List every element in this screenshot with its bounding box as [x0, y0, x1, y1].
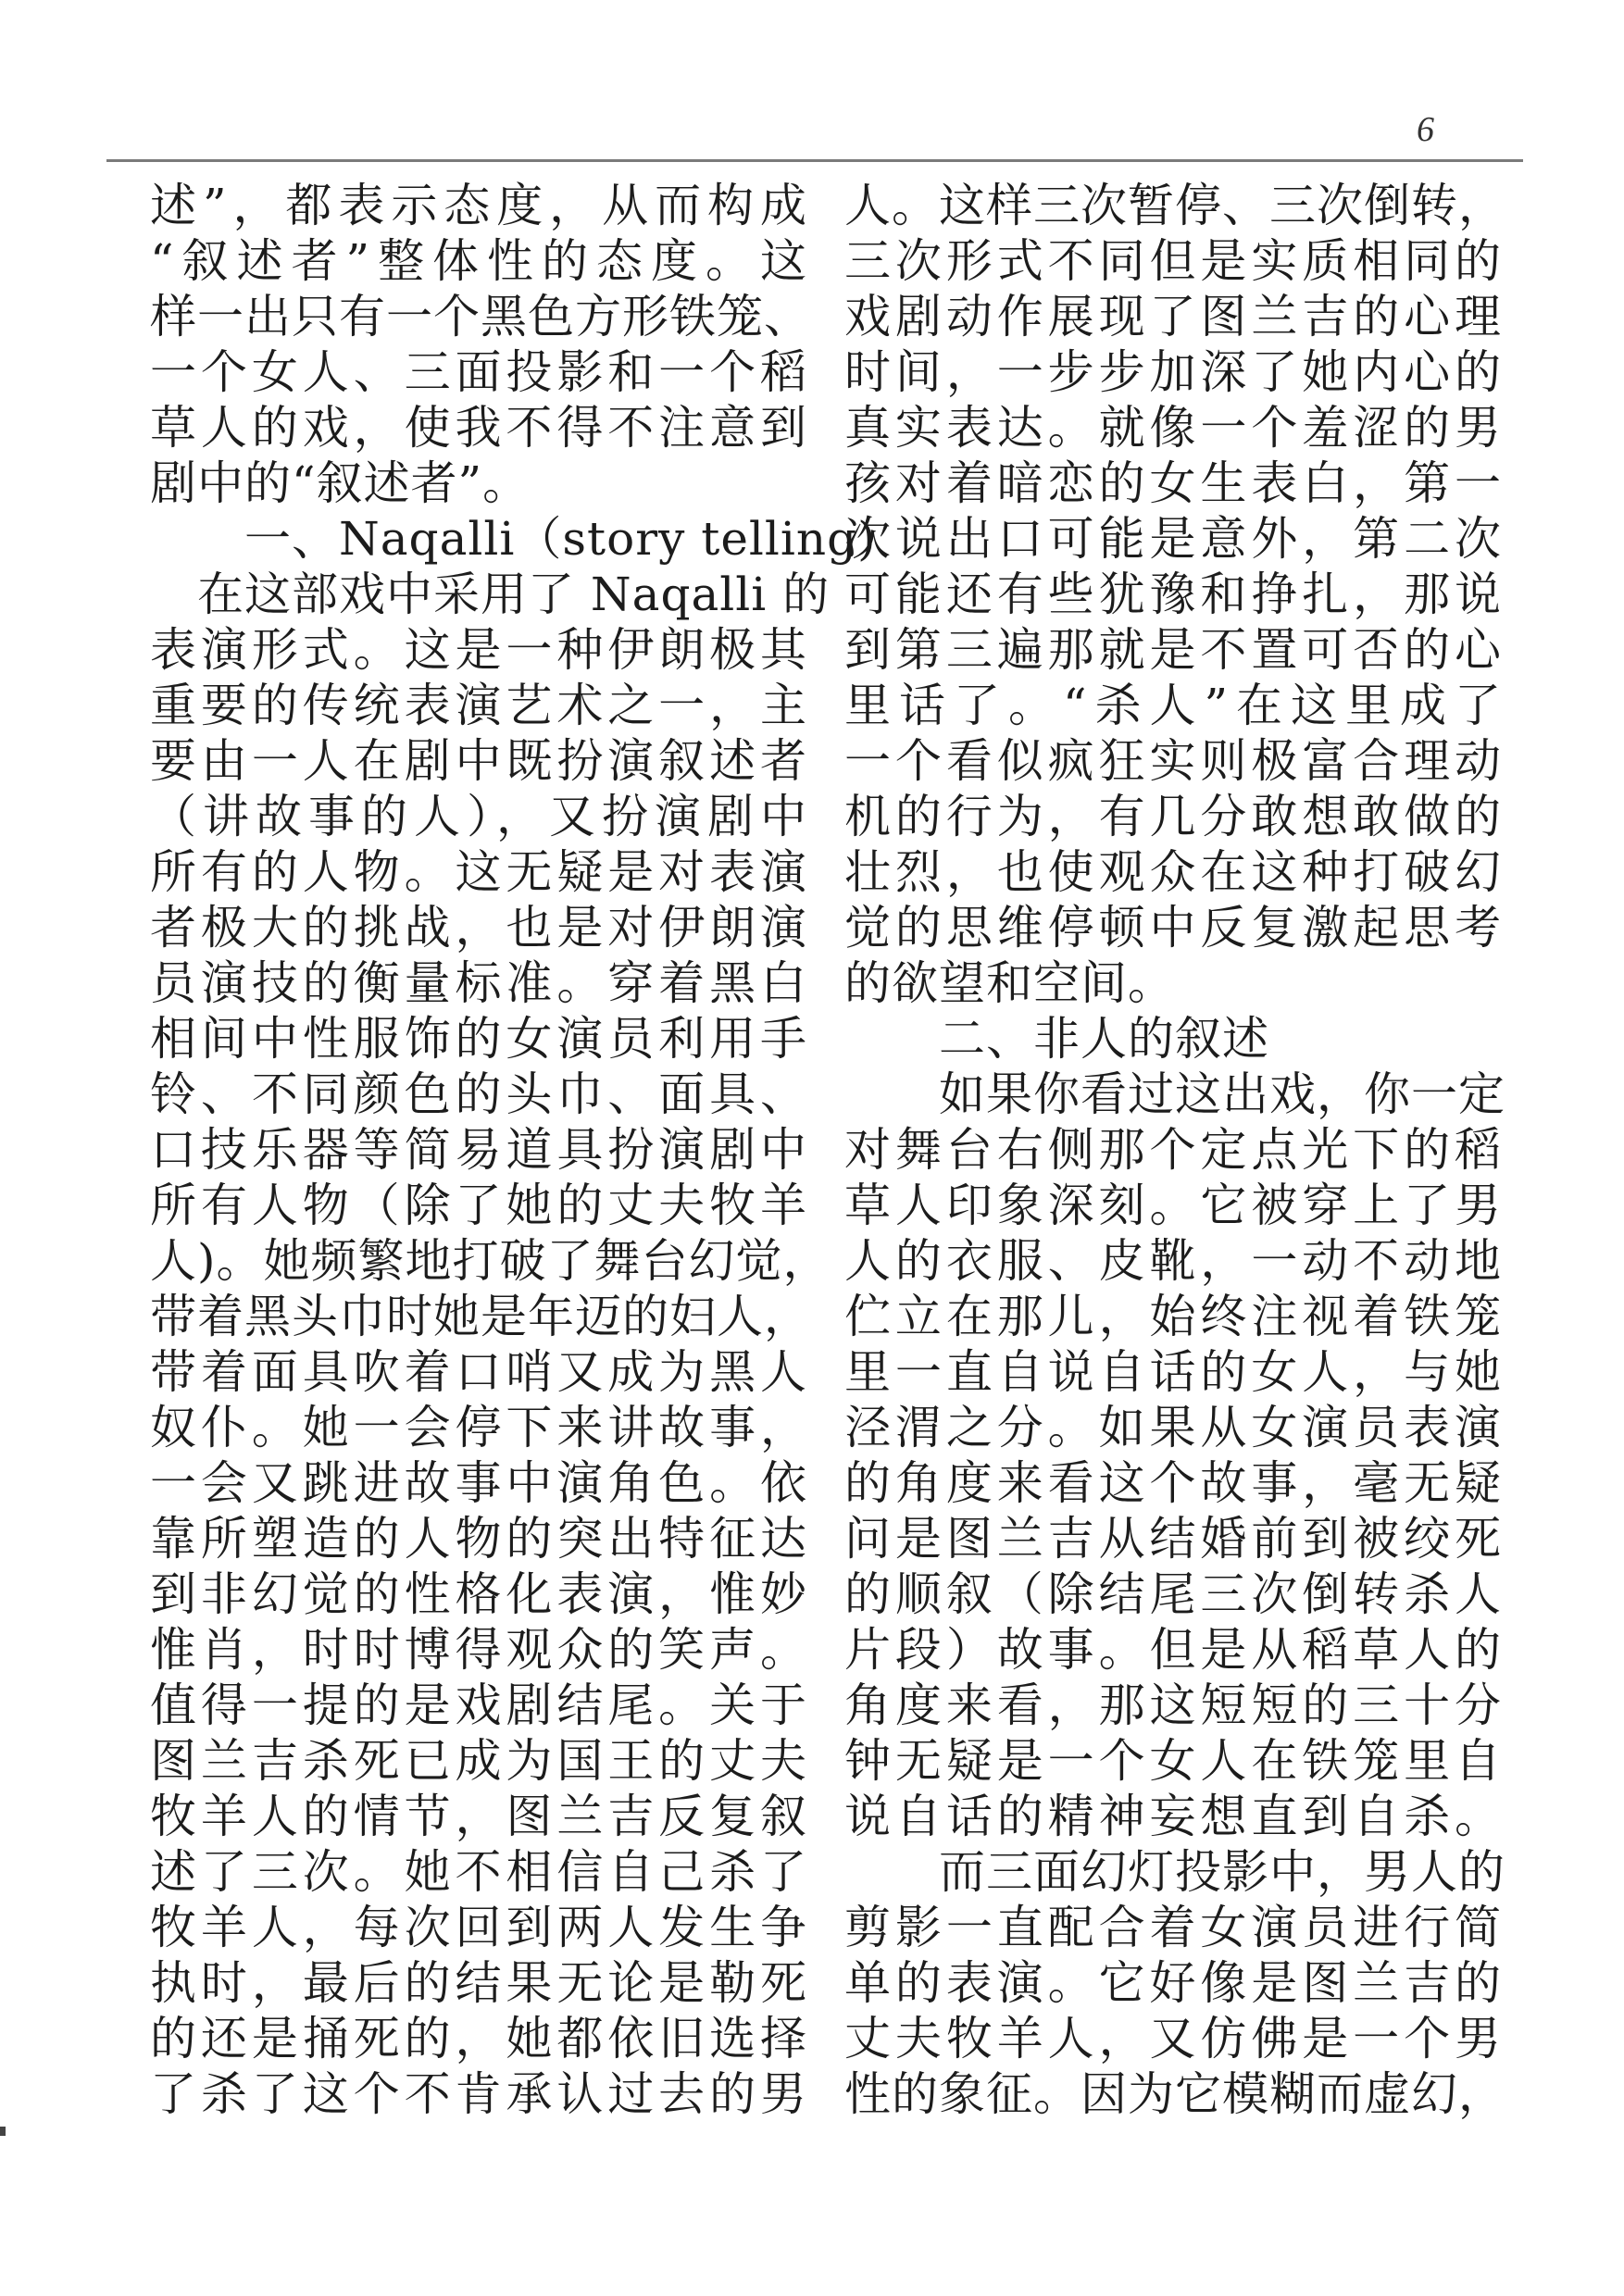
right-column-line: 一个看似疯狂实则极富合理动 — [844, 734, 1502, 788]
right-column-line: 真实表达。就像一个羞涩的男 — [844, 401, 1502, 455]
left-column-line: “叙述者”整体性的态度。这 — [150, 234, 807, 288]
right-column-line: 性的象征。因为它模糊而虚幻， — [844, 2067, 1505, 2121]
left-column-line: 靠所塑造的人物的突出特征达 — [150, 1512, 807, 1566]
right-column-line: 里一直自说自话的女人，与她 — [844, 1345, 1502, 1399]
right-column-line: 时间，一步步加深了她内心的 — [844, 345, 1502, 399]
right-column-line: 三次形式不同但是实质相同的 — [844, 234, 1502, 288]
right-column-line: 二、非人的叙述 — [844, 1012, 1269, 1066]
left-column-line: 口技乐器等简易道具扮演剧中 — [150, 1123, 807, 1177]
left-column-line: 草人的戏，使我不得不注意到 — [150, 401, 807, 455]
header-rule — [106, 159, 1523, 162]
right-column-line: 的角度来看这个故事，毫无疑 — [844, 1456, 1502, 1510]
scan-mark — [0, 2127, 6, 2136]
left-column-line: 员演技的衡量标准。穿着黑白 — [150, 956, 807, 1010]
right-column-line: 人。这样三次暂停、三次倒转， — [844, 179, 1505, 232]
right-column-line: 如果你看过这出戏，你一定 — [844, 1067, 1505, 1121]
right-column-line: 剪影一直配合着女演员进行简 — [844, 1901, 1502, 1954]
left-column-line: 带着面具吹着口哨又成为黑人 — [150, 1345, 807, 1399]
left-column-line: 值得一提的是戏剧结尾。关于 — [150, 1678, 807, 1732]
right-column-line: 伫立在那儿，始终注视着铁笼 — [844, 1290, 1502, 1343]
left-column-line: 牧羊人，每次回到两人发生争 — [150, 1901, 807, 1954]
right-column-line: 人的衣服、皮靴，一动不动地 — [844, 1234, 1502, 1288]
right-column-line: 的欲望和空间。 — [844, 956, 1175, 1010]
right-column-line: 草人印象深刻。它被穿上了男 — [844, 1179, 1502, 1232]
right-column-line: 机的行为，有几分敢想敢做的 — [844, 790, 1502, 843]
left-column-line: 铃、不同颜色的头巾、面具、 — [150, 1067, 807, 1121]
left-column-line: 述了三次。她不相信自己杀了 — [150, 1845, 807, 1899]
left-column-line: 剧中的“叙述者”。 — [150, 456, 531, 510]
left-column-line: 述”，都表示态度，从而构成 — [150, 179, 807, 232]
right-column-line: 钟无疑是一个女人在铁笼里自 — [844, 1734, 1502, 1788]
left-column-line: 所有人物（除了她的丈夫牧羊 — [150, 1179, 807, 1232]
left-column-line: 样一出只有一个黑色方形铁笼、 — [150, 290, 811, 343]
right-column-line: 到第三遍那就是不置可否的心 — [844, 623, 1502, 677]
right-column-line: 丈夫牧羊人，又仿佛是一个男 — [844, 2012, 1502, 2065]
left-column-line: 一个女人、三面投影和一个稻 — [150, 345, 807, 399]
left-column-line: 到非幻觉的性格化表演，惟妙 — [150, 1567, 807, 1621]
left-column-line: 重要的传统表演艺术之一，主 — [150, 679, 807, 732]
left-column-line: 牧羊人的情节，图兰吉反复叙 — [150, 1790, 807, 1843]
left-column-line: 要由一人在剧中既扮演叙述者 — [150, 734, 807, 788]
right-column-line: 说自话的精神妄想直到自杀。 — [844, 1790, 1502, 1843]
left-column-line: 执时，最后的结果无论是勒死 — [150, 1956, 807, 2010]
left-column-line: 的还是捅死的，她都依旧选择 — [150, 2012, 807, 2065]
right-column-line: 壮烈，也使观众在这种打破幻 — [844, 845, 1502, 899]
left-column-line: 了杀了这个不肯承认过去的男 — [150, 2067, 807, 2121]
right-column-line: 单的表演。它好像是图兰吉的 — [844, 1956, 1502, 2010]
right-column — [844, 178, 1505, 2122]
page-number: 6 — [1417, 110, 1434, 149]
left-column-line: 带着黑头巾时她是年迈的妇人， — [150, 1290, 811, 1343]
right-column-line: 片段）故事。但是从稻草人的 — [844, 1623, 1502, 1677]
right-column-line: 次说出口可能是意外，第二次 — [844, 512, 1502, 566]
left-column-line: 人)。她频繁地打破了舞台幻觉， — [150, 1234, 831, 1288]
left-column — [150, 178, 877, 2122]
left-column-line: 图兰吉杀死已成为国王的丈夫 — [150, 1734, 807, 1788]
right-column-line: 孩对着暗恋的女生表白，第一 — [844, 456, 1502, 510]
left-column-line: 一会又跳进故事中演角色。依 — [150, 1456, 807, 1510]
left-column-line: 奴仆。她一会停下来讲故事， — [150, 1401, 807, 1454]
left-column-line: 所有的人物。这无疑是对表演 — [150, 845, 807, 899]
right-column-line: 角度来看，那这短短的三十分 — [844, 1678, 1502, 1732]
right-column-line: 对舞台右侧那个定点光下的稻 — [844, 1123, 1502, 1177]
right-column-line: 可能还有些犹豫和挣扎，那说 — [844, 568, 1502, 621]
left-column-line: 者极大的挑战，也是对伊朗演 — [150, 901, 807, 955]
right-column-line: 里话了。“杀人”在这里成了 — [844, 679, 1502, 732]
right-column-line: 问是图兰吉从结婚前到被绞死 — [844, 1512, 1502, 1566]
left-column-line: （讲故事的人），又扮演剧中 — [150, 790, 807, 843]
right-column-line: 戏剧动作展现了图兰吉的心理 — [844, 290, 1502, 343]
left-column-line: 表演形式。这是一种伊朗极其 — [150, 623, 807, 677]
left-column-line: 一、Naqalli（story telling) — [150, 512, 877, 566]
left-column-line: 惟肖，时时博得观众的笑声。 — [150, 1623, 807, 1677]
right-column-line: 的顺叙（除结尾三次倒转杀人 — [844, 1567, 1502, 1621]
right-column-line: 泾渭之分。如果从女演员表演 — [844, 1401, 1502, 1454]
left-column-line: 相间中性服饰的女演员利用手 — [150, 1012, 807, 1066]
left-column-line: 在这部戏中采用了 Naqalli 的 — [150, 568, 831, 621]
right-column-line: 觉的思维停顿中反复激起思考 — [844, 901, 1502, 955]
right-column-line: 而三面幻灯投影中，男人的 — [844, 1845, 1505, 1899]
